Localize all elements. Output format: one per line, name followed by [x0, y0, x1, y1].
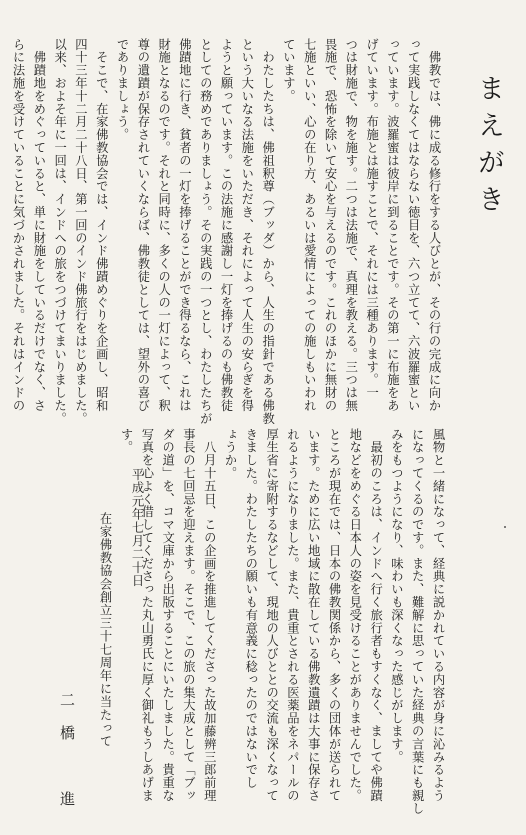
body-text-upper: 佛教では、佛に成る修行をする人びとが、その行の完成に向か って実践しなくてはならない徳目を、六つ立てて、六波羅蜜とい っています。波羅蜜は彼岸に到ることです。その第一に布施をあ げています。布施とは施すことで、それには三種あります。一 つは財施で、物を施す。二つは法施で、真理を教える。三つは無 畏施で、恐怖を除いて安心を与えるのです。これのほかに無財の 七施といい、心の在り方、あるいは愛情によっての施しもいわれ ています。 わたしたちは、佛祖釈尊（ブッダ）から、人生の指針である佛教 という大いなる法施をいただき、それによって人生の安らぎを得 ようと願っています。この法施に感謝し一灯を捧げるのも佛教徒 としての務めでありましょう。その実践の一つとし、わたしたちが 佛蹟地に行き、貧者の一灯を捧げることができ得るなら、これは 財施となるのです。それと同時に、多くの人の一灯によって、釈 尊の遺蹟が保存されていくならば、佛教徒としては、望外の喜び でありましょう。 そこで、在家佛教協会では、インド佛蹟めぐりを企画し、昭和 四十三年十二月二十八日、第一回のインド佛旅行をはじめました。 以来、およそ年に一回は、インドへの旅をつづけてまいりました。 佛蹟地をめぐっていると、単に財施をしているだけでなく、さ らに法施を受けていることに気づかされました。それはインドの [11, 38, 441, 425]
date-line: 平成元年七月二十日 [130, 468, 144, 588]
body-text-lower: 風物と一緒になって、経典に説かれている内容が身に沁みるよう になってくるのです。また、難解に思っていた経典の言葉にも親し みをもつようになり、味わいも深くなった感じがします。 最初のころは、インドへ行く旅行者もすくなく、ましてや佛蹟 地などをめぐる日本人の姿を見受けることがありませんでした。 ところが現在では、日本の佛教関係から、多くの団体が送られて います。ために広い地域に散在している佛教遺蹟は大事に保存さ れるようになりました。また、貴重とされる医薬品をネパールの 厚生省に寄附するなどして、現地の人びととの交流も深くなって きました。わたしたちの願いも有意義に稔ったのではないでし ょうか。 八月十五日、この企画を推進してくださった故加藤辨三郎前理 事長の七回忌を迎えます。そこで、この旅の集大成として「ブッ ダの道」を、コマ文庫から出版することにいたしました。貴重な 写真を心よく借してくださった丸山勇氏に厚く御礼もうしあげま す。 [119, 428, 445, 815]
scan-speck [504, 526, 506, 528]
organization-line: 在家佛教協会創立三十七周年に当たって [98, 512, 112, 748]
author-signature: 二橋 進 [58, 692, 76, 824]
page-title: まえがき [473, 74, 504, 222]
